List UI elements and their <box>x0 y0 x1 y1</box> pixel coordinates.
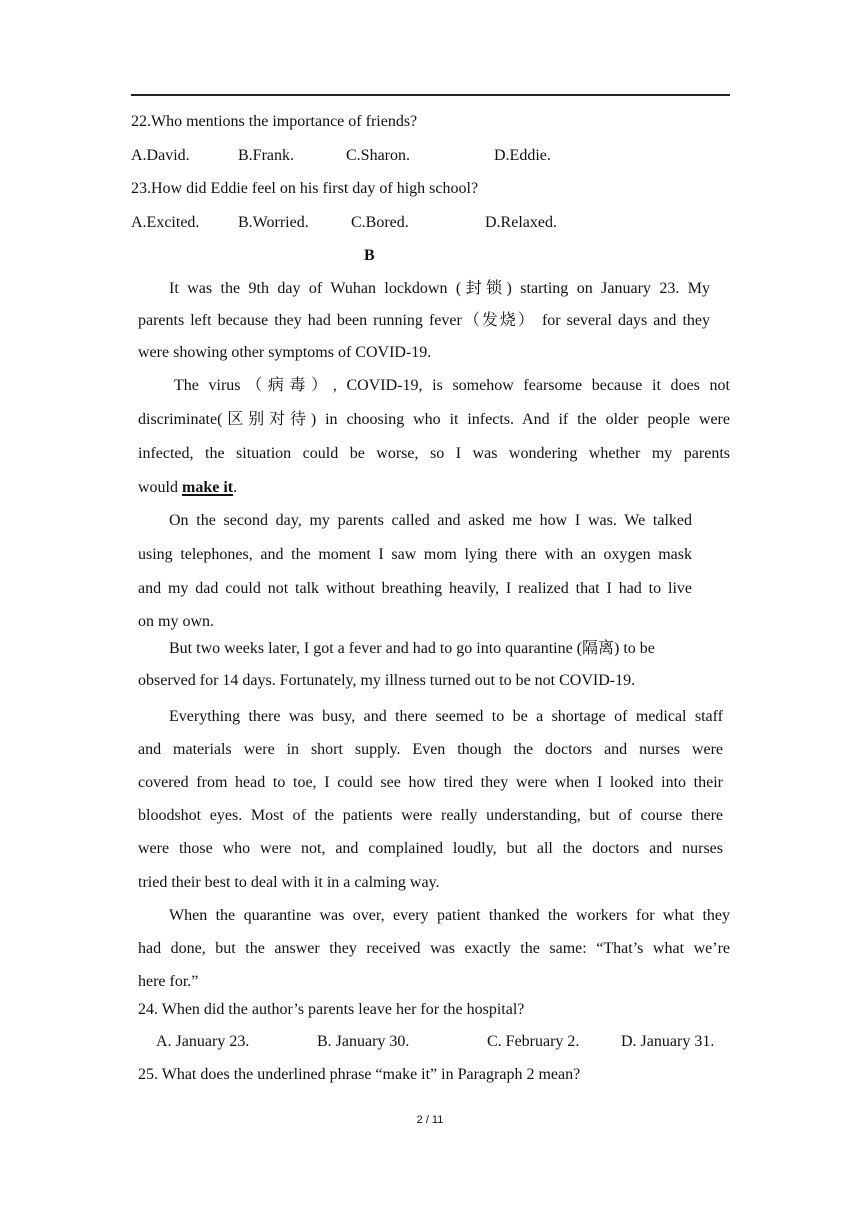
question-25: 25. What does the underlined phrase “make it” in Paragraph 2 mean? <box>138 1066 581 1083</box>
text-prefix: would <box>138 479 182 496</box>
section-heading: B <box>364 247 375 264</box>
option-23-d: D.Relaxed. <box>485 214 557 231</box>
paragraph-5-line: were those who were not, and complained loudly, but all the doctors and nurses <box>138 840 723 857</box>
paragraph-4-line: observed for 14 days. Fortunately, my illness turned out to be not COVID-19. <box>138 672 636 689</box>
paragraph-2-line: infected, the situation could be worse, so I was wondering whether my parents <box>138 445 730 462</box>
question-22: 22.Who mentions the importance of friends? <box>131 113 418 130</box>
paragraph-2-line: discriminate(区别对待) in choosing who it infects. And if the older people were <box>138 411 730 428</box>
paragraph-5-line: tried their best to deal with it in a calming way. <box>138 874 440 891</box>
paragraph-3-line: on my own. <box>138 613 214 630</box>
option-24-c: C. February 2. <box>487 1033 580 1050</box>
header-rule <box>131 94 730 96</box>
paragraph-6-line: had done, but the answer they received was exactly the same: “That’s what we’re <box>138 940 730 957</box>
option-22-d: D.Eddie. <box>494 147 551 164</box>
question-24: 24. When did the author’s parents leave her for the hospital? <box>138 1001 525 1018</box>
question-23: 23.How did Eddie feel on his first day of high school? <box>131 180 479 197</box>
paragraph-5-line: and materials were in short supply. Even though the doctors and nurses were <box>138 741 723 758</box>
paragraph-3-line: using telephones, and the moment I saw mom lying there with an oxygen mask <box>138 546 692 563</box>
paragraph-4-line: But two weeks later, I got a fever and had to go into quarantine (隔离) to be <box>169 640 655 657</box>
paragraph-3-line: and my dad could not talk without breathing heavily, I realized that I had to live <box>138 580 692 597</box>
option-24-b: B. January 30. <box>317 1033 410 1050</box>
paragraph-5-line: Everything there was busy, and there seemed to be a shortage of medical staff <box>169 708 723 725</box>
option-23-a: A.Excited. <box>131 214 200 231</box>
paragraph-1-line: parents left because they had been running fever（发烧） for several days and they <box>138 312 710 329</box>
option-22-c: C.Sharon. <box>346 147 410 164</box>
page-number: 2 / 11 <box>416 1114 444 1126</box>
option-22-a: A.David. <box>131 147 190 164</box>
paragraph-6-line: here for.” <box>138 973 199 990</box>
option-24-a: A. January 23. <box>156 1033 250 1050</box>
paragraph-1-line: It was the 9th day of Wuhan lockdown (封锁) starting on January 23. My <box>169 280 710 297</box>
paragraph-5-line: bloodshot eyes. Most of the patients were really understanding, but of course there <box>138 807 723 824</box>
option-23-b: B.Worried. <box>238 214 309 231</box>
paragraph-5-line: covered from head to toe, I could see how tired they were when I looked into their <box>138 774 723 791</box>
underlined-phrase: make it <box>182 479 234 496</box>
option-22-b: B.Frank. <box>238 147 294 164</box>
paragraph-1-line: were showing other symptoms of COVID-19. <box>138 344 432 361</box>
text-suffix: . <box>233 479 238 496</box>
paragraph-6-line: When the quarantine was over, every patient thanked the workers for what they <box>169 907 730 924</box>
paragraph-3-line: On the second day, my parents called and asked me how I was. We talked <box>169 512 692 529</box>
option-24-d: D. January 31. <box>621 1033 715 1050</box>
option-23-c: C.Bored. <box>351 214 409 231</box>
paragraph-2-line <box>138 478 237 498</box>
paragraph-2-line: The virus（病毒）, COVID-19, is somehow fearsome because it does not <box>174 377 730 394</box>
